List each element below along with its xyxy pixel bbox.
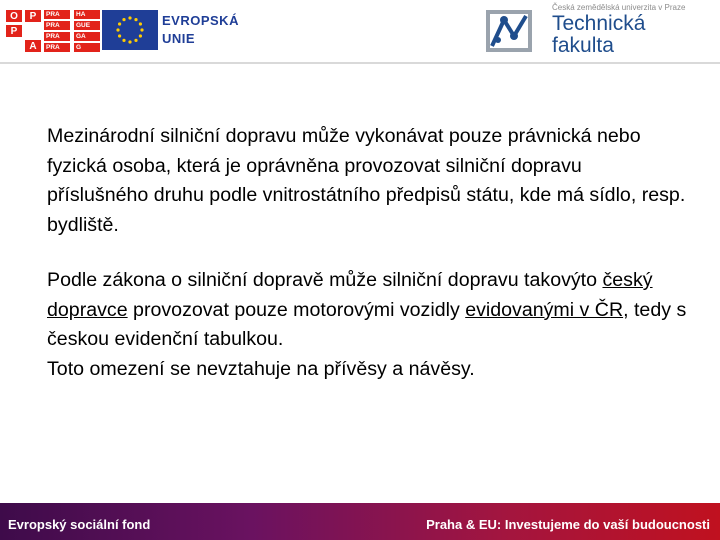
eu-label	[162, 12, 239, 48]
prague-label: G	[74, 43, 100, 52]
oppa-blank	[6, 40, 22, 52]
prague-label: GA	[74, 32, 100, 41]
university-name: Česká zemědělská univerzita v Praze	[552, 3, 686, 12]
prague-label: PRA	[44, 43, 70, 52]
prague-label: PRA	[44, 32, 70, 41]
paragraph-1: Mezinárodní silniční dopravu může vykonávat pouze právnická nebo fyzická osoba, která je oprávněna provozovat silniční dopravu příslušného druhu podle vnitrostátního předpisů státu, kde má sídlo, resp. bydliště.	[47, 125, 686, 236]
oppa-letter: O	[6, 10, 22, 22]
faculty-subtitle: fakulta	[552, 34, 614, 57]
oppa-logo	[6, 10, 100, 52]
oppa-letter: P	[6, 25, 22, 37]
eu-label-line1: EVROPSKÁ	[162, 13, 239, 28]
prague-label: GUE	[74, 21, 100, 30]
underlined-term: český dopravce	[47, 269, 653, 321]
slide-body	[47, 122, 687, 384]
prague-label: HA	[74, 10, 100, 19]
eu-flag-icon	[102, 10, 158, 50]
oppa-blank	[25, 25, 41, 37]
oppa-letter: A	[25, 40, 41, 52]
paragraph-3: Toto omezení se nevztahuje na přívěsy a návěsy.	[47, 357, 475, 380]
faculty-emblem-icon	[484, 6, 536, 56]
paragraph-2-text: Podle zákona o silniční dopravě může silniční dopravu takovýto	[47, 269, 603, 291]
footer-left-text: Evropský sociální fond	[8, 517, 151, 532]
header	[0, 0, 720, 62]
faculty-logo	[474, 0, 720, 62]
oppa-letter: P	[25, 10, 41, 22]
eu-label-line2: UNIE	[162, 31, 196, 46]
paragraph-2	[47, 266, 687, 355]
header-divider	[0, 62, 720, 64]
paragraph-2-text: provozovat pouze motorovými vozidly	[127, 298, 466, 321]
faculty-title: Technická	[552, 12, 646, 35]
footer-bar	[0, 503, 720, 540]
paragraph-2-text: , tedy s českou evidenční tabulkou.	[47, 298, 687, 350]
prague-label: PRA	[44, 21, 70, 30]
prague-label: PRA	[44, 10, 70, 19]
underlined-term: evidovanými v ČR	[465, 298, 624, 321]
footer-right-text: Praha & EU: Investujeme do vaší budoucnosti	[426, 517, 710, 532]
